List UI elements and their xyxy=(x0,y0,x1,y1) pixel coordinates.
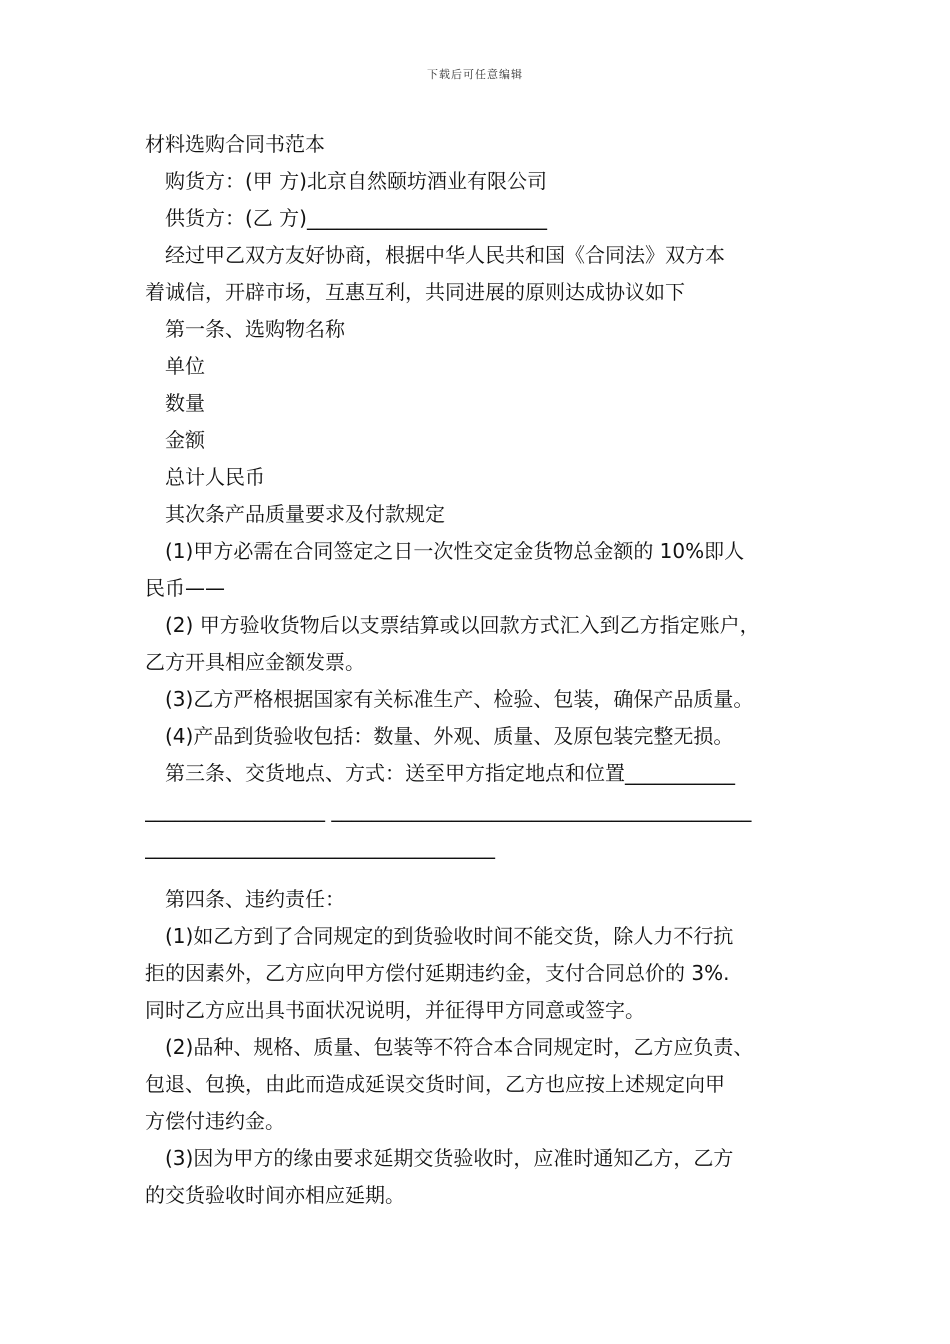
article3-line2: __________________ __________________________________________ xyxy=(145,798,752,822)
document-title: 材料选购合同书范本 xyxy=(145,132,325,156)
article2-item2-line1: (2) 甲方验收货物后以支票结算或以回款方式汇入到乙方指定账户， xyxy=(165,613,760,637)
article2-item3: (3)乙方严格根据国家有关标准生产、检验、包装，确保产品质量。 xyxy=(165,687,754,711)
article2-item1-line1: (1)甲方必需在合同签定之日一次性交定金货物总金额的 10%即人 xyxy=(165,539,745,563)
article1-title: 第一条、选购物名称 xyxy=(165,317,345,341)
article4-title: 第四条、违约责任： xyxy=(165,887,345,911)
header-note: 下载后可任意编辑 xyxy=(427,68,523,81)
supplier-line: 供货方：(乙 方)________________________ xyxy=(165,206,547,230)
article4-item1-line2: 拒的因素外，乙方应向甲方偿付延期违约金，支付合同总价的 3%. xyxy=(145,961,730,985)
article3-line1: 第三条、交货地点、方式：送至甲方指定地点和位置___________ xyxy=(165,761,735,785)
field-amount: 金额 xyxy=(165,428,205,452)
article2-title: 其次条产品质量要求及付款规定 xyxy=(165,502,445,526)
document-body xyxy=(145,126,810,1214)
article4-item2-line1: (2)品种、规格、质量、包装等不符合本合同规定时，乙方应负责、 xyxy=(165,1035,754,1059)
spacer xyxy=(145,866,810,881)
intro-line-1: 经过甲乙双方友好协商，根据中华人民共和国《合同法》双方本 xyxy=(165,243,725,267)
article4-item3-line2: 的交货验收时间亦相应延期。 xyxy=(145,1183,405,1207)
article4-item2-line3: 方偿付违约金。 xyxy=(145,1109,285,1133)
article4-item1-line3: 同时乙方应出具书面状况说明，并征得甲方同意或签字。 xyxy=(145,998,645,1022)
buyer-line: 购货方：(甲 方)北京自然颐坊酒业有限公司 xyxy=(165,169,547,193)
article4-item1-line1: (1)如乙方到了合同规定的到货验收时间不能交货，除人力不行抗 xyxy=(165,924,734,948)
article3-line3: ___________________________________ xyxy=(145,835,495,859)
article2-item4: (4)产品到货验收包括：数量、外观、质量、及原包装完整无损。 xyxy=(165,724,734,748)
field-unit: 单位 xyxy=(165,354,205,378)
field-quantity: 数量 xyxy=(165,391,205,415)
article4-item3-line1: (3)因为甲方的缘由要求延期交货验收时，应准时通知乙方，乙方 xyxy=(165,1146,734,1170)
field-total: 总计人民币 xyxy=(165,465,265,489)
intro-line-2: 着诚信，开辟市场，互惠互利，共同进展的原则达成协议如下 xyxy=(145,280,685,304)
article2-item1-line2: 民币—— xyxy=(145,576,225,600)
article4-item2-line2: 包退、包换，由此而造成延误交货时间，乙方也应按上述规定向甲 xyxy=(145,1072,725,1096)
article2-item2-line2: 乙方开具相应金额发票。 xyxy=(145,650,365,674)
